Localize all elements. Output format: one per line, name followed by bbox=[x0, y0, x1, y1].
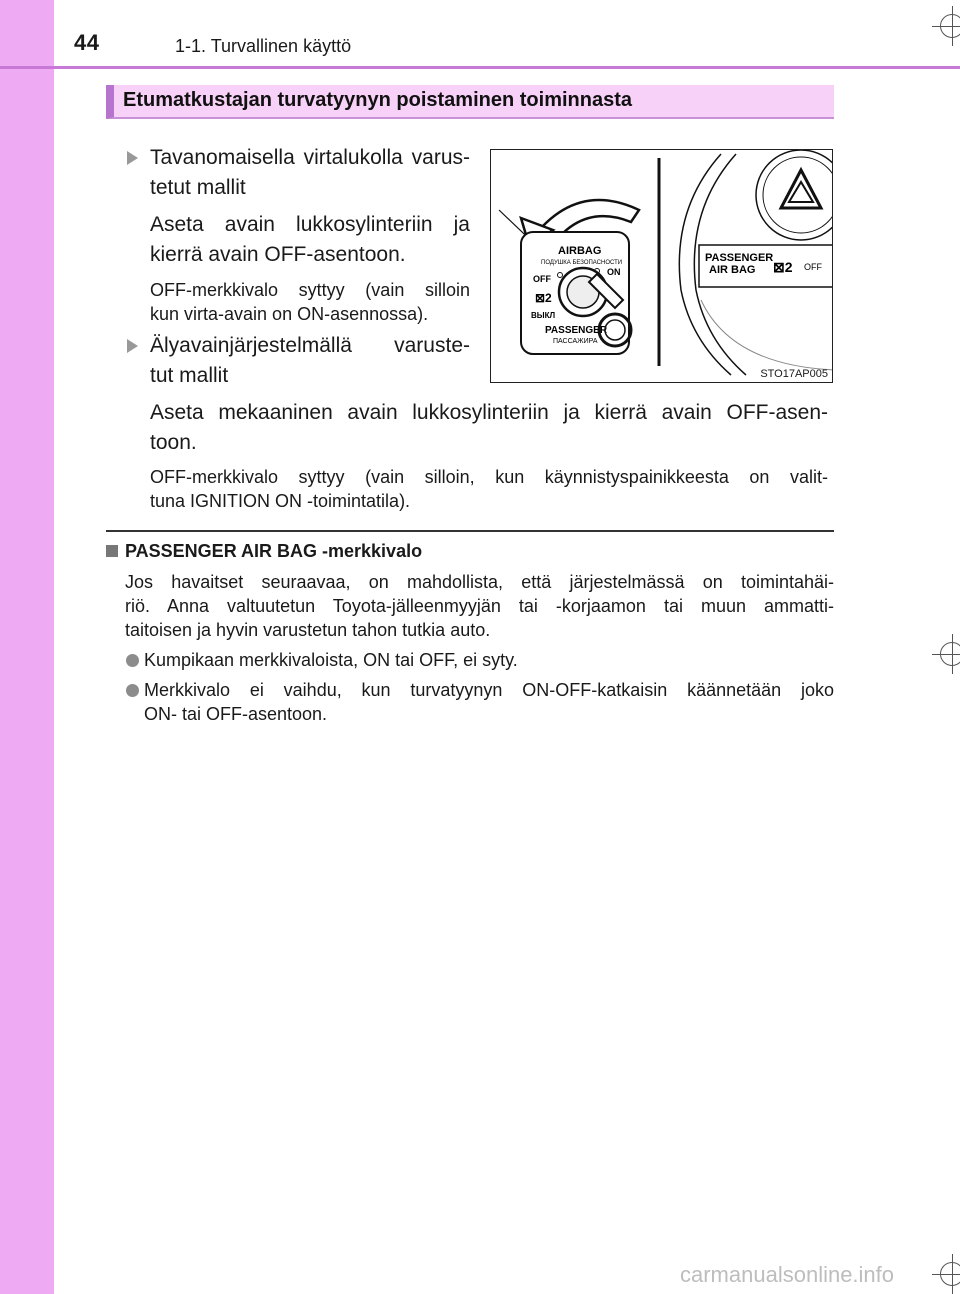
intro-line2: riö. Anna valtuutetun Toyota-jälleenmyyjän tai -korjaamon tai muun ammatti- bbox=[125, 596, 834, 616]
seat-airbag-off-icon: ⊠2 bbox=[535, 291, 552, 305]
intro-line1: Jos havaitset seuraavaa, on mahdollista, että järjestelmässä on toimintahäi- bbox=[125, 572, 834, 592]
item-2-heading-line2: tut mallit bbox=[150, 364, 229, 387]
triangle-bullet-icon bbox=[127, 339, 138, 353]
bullet-dot-icon bbox=[126, 684, 139, 697]
switch-label-airbag: AIRBAG bbox=[558, 245, 602, 257]
bullet-2-line2: ON- tai OFF-asentoon. bbox=[144, 704, 328, 724]
registration-mark-top bbox=[932, 6, 960, 46]
bullet-1-line1: Kumpikaan merkkivaloista, ON tai OFF, ei syty. bbox=[144, 650, 518, 670]
item-1-heading-line2: tetut mallit bbox=[150, 176, 246, 199]
switch-label-airbag-ru: ПОДУШКА БЕЗОПАСНОСТИ bbox=[541, 260, 623, 266]
page-side-tab bbox=[0, 0, 54, 1294]
airbag-switch-illustration bbox=[491, 150, 833, 383]
item-1-heading-line1: Tavanomaisella virtalukolla varus- bbox=[150, 146, 470, 169]
indicator-label-line2: AIR BAG bbox=[709, 264, 756, 276]
passenger-airbag-heading: PASSENGER AIR BAG -merkkivalo bbox=[125, 541, 423, 561]
item-2-instruction-line2: toon. bbox=[150, 431, 197, 454]
switch-label-passenger: PASSENGER bbox=[545, 325, 608, 336]
section-title: Etumatkustajan turvatyynyn poistaminen toiminnasta bbox=[106, 85, 834, 119]
header-rule bbox=[0, 66, 960, 69]
indicator-label-off: OFF bbox=[804, 262, 822, 272]
intro-line3: taitoisen ja hyvin varustetun tahon tutkia auto. bbox=[125, 620, 491, 640]
bullet-dot-icon bbox=[126, 654, 139, 667]
registration-mark-middle bbox=[932, 634, 960, 674]
switch-label-off: OFF bbox=[533, 274, 551, 284]
registration-mark-bottom bbox=[932, 1254, 960, 1294]
watermark: carmanualsonline.info bbox=[680, 1262, 895, 1287]
switch-label-on: ON bbox=[607, 267, 621, 277]
item-1-note-line1: OFF-merkkivalo syttyy (vain silloin bbox=[150, 280, 470, 300]
item-1-instruction-line2: kierrä avain OFF-asentoon. bbox=[150, 243, 406, 266]
bullet-2-line1: Merkkivalo ei vaihdu, kun turvatyynyn ON-OFF-katkaisin käännetään joko bbox=[144, 680, 834, 700]
square-bullet-icon bbox=[106, 545, 118, 557]
chapter-title: 1-1. Turvallinen käyttö bbox=[175, 36, 352, 56]
item-2-heading-line1: Älyavainjärjestelmällä varuste- bbox=[150, 334, 470, 357]
page-number: 44 bbox=[74, 30, 100, 55]
switch-label-passenger-ru: ПАССАЖИРА bbox=[553, 338, 598, 345]
item-2-note-line1: OFF-merkkivalo syttyy (vain silloin, kun käynnistyspainikkeesta on valit- bbox=[150, 467, 828, 487]
item-1-note-line2: kun virta-avain on ON-asennossa). bbox=[150, 304, 429, 324]
triangle-bullet-icon bbox=[127, 151, 138, 165]
figure-code: STO17AP005 bbox=[760, 368, 828, 380]
item-2-note-line2: tuna IGNITION ON -toimintatila). bbox=[150, 491, 411, 511]
switch-label-off-ru: ВЫКЛ bbox=[531, 311, 556, 320]
section-divider bbox=[106, 530, 834, 532]
airbag-switch-figure bbox=[490, 149, 833, 383]
indicator-label-line1: PASSENGER bbox=[705, 252, 774, 264]
item-2-instruction-line1: Aseta mekaaninen avain lukkosylinteriin ja kierrä avain OFF-asen- bbox=[150, 401, 828, 424]
item-1-instruction-line1: Aseta avain lukkosylinteriin ja bbox=[150, 213, 470, 236]
seat-airbag-off-icon: ⊠2 bbox=[773, 259, 793, 275]
